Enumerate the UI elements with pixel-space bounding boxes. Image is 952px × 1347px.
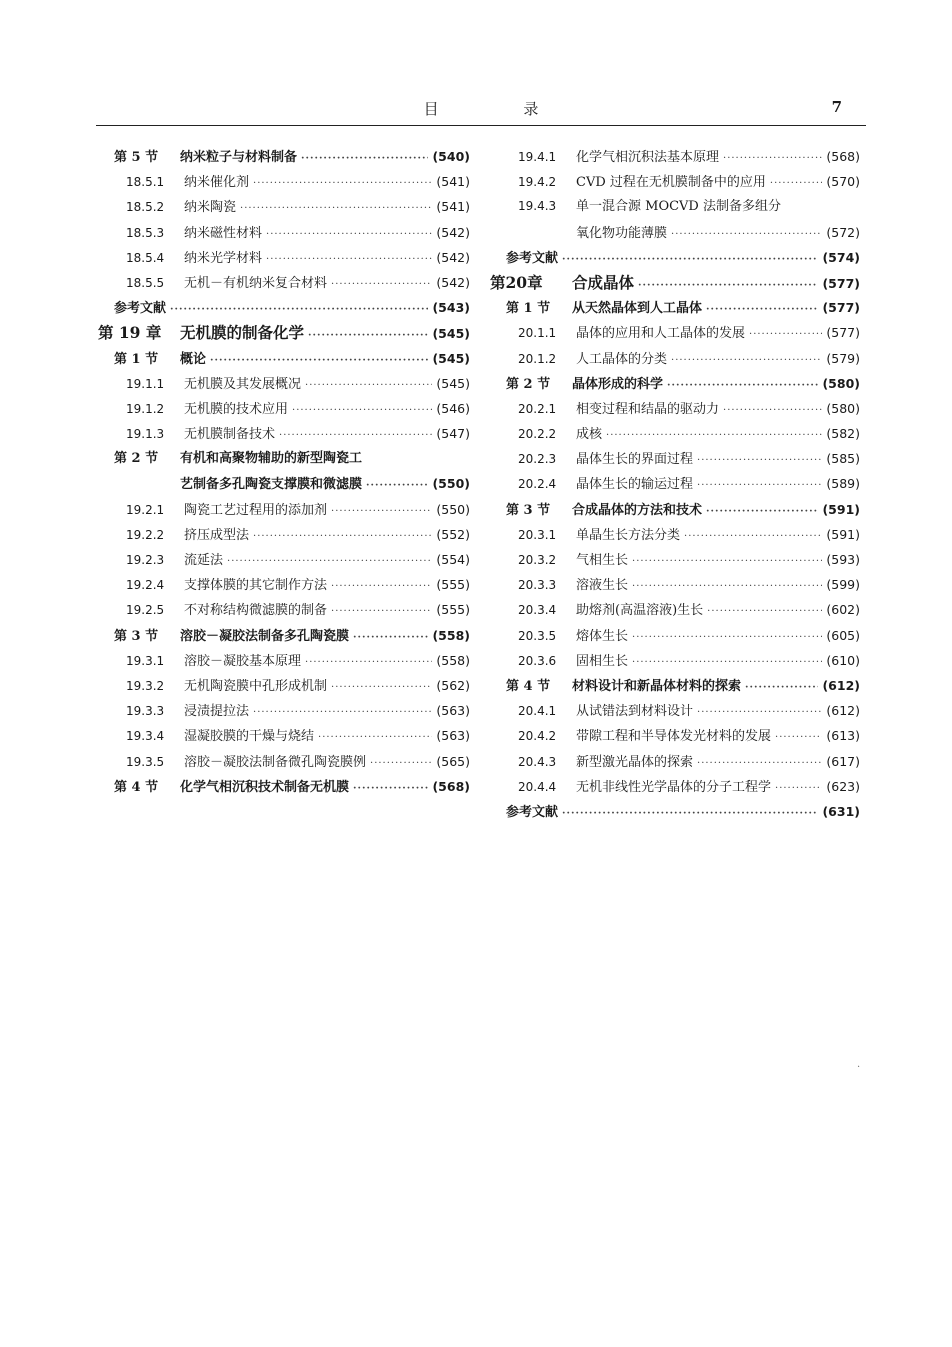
toc-entry	[490, 799, 860, 824]
entry-number: 18.5.2	[126, 200, 165, 215]
entry-page: (593)	[826, 552, 860, 567]
toc-entry	[98, 572, 470, 597]
entry-page: (555)	[436, 602, 470, 618]
dot-leader	[706, 297, 818, 322]
entry-page: (570)	[826, 174, 860, 190]
entry-title: 溶胶－凝胶基本原理	[184, 653, 302, 669]
entry-title: 参考文献	[506, 250, 559, 266]
entry-number: 20.3.5	[518, 628, 557, 643]
entry-page: (545)	[436, 375, 470, 391]
entry-page: (577)	[822, 300, 860, 316]
entry-page: (589)	[826, 476, 860, 492]
page-header	[96, 96, 866, 120]
entry-page: (580)	[826, 400, 860, 416]
entry-number: 第20章	[490, 272, 543, 292]
entry-title: 无机膜的制备化学	[180, 323, 305, 343]
toc-entry	[98, 673, 470, 698]
toc-entry	[490, 295, 860, 320]
entry-page: (543)	[432, 300, 470, 316]
dot-leader	[697, 448, 822, 473]
entry-title: 无机－有机纳米复合材料	[184, 275, 328, 291]
dot-leader	[697, 751, 822, 776]
entry-page: (591)	[826, 526, 860, 542]
entry-title: 溶液生长	[576, 578, 629, 594]
entry-number: 19.1.1	[126, 376, 165, 391]
toc-entry	[98, 547, 470, 572]
entry-page: (555)	[436, 577, 470, 593]
entry-title: 纳米粒子与材料制备	[180, 150, 298, 165]
dot-leader	[671, 348, 822, 373]
dot-leader	[632, 549, 822, 574]
toc-entry	[98, 623, 470, 648]
entry-title: 不对称结构微滤膜的制备	[184, 603, 328, 619]
toc-entry	[490, 572, 860, 597]
entry-title: 单晶生长方法分类	[576, 527, 681, 543]
entry-number: 19.3.1	[126, 653, 165, 668]
dot-leader	[562, 801, 818, 826]
entry-number: 19.1.2	[126, 401, 165, 416]
entry-page: (599)	[826, 577, 860, 593]
entry-title: 固相生长	[576, 653, 629, 669]
toc-entry	[490, 371, 860, 396]
entry-page: (545)	[432, 350, 470, 366]
dot-leader	[305, 650, 432, 675]
dot-leader	[707, 599, 822, 624]
toc-entry	[490, 421, 860, 446]
entry-page: (591)	[822, 501, 860, 517]
entry-title: 参考文献	[114, 301, 167, 317]
entry-page: (562)	[436, 677, 470, 693]
entry-page: (605)	[826, 627, 860, 643]
dot-leader	[331, 272, 432, 297]
entry-title: 材料设计和新晶体材料的探索	[572, 678, 742, 694]
toc-entry	[490, 547, 860, 572]
entry-title: 晶体的应用和人工晶体的发展	[576, 326, 746, 342]
toc-entry	[490, 497, 860, 522]
dot-leader	[331, 599, 432, 624]
toc-entry	[490, 346, 860, 371]
entry-page: (563)	[436, 728, 470, 744]
entry-page: (602)	[826, 602, 860, 618]
scan-mark: ·	[857, 1062, 861, 1073]
entry-page: (565)	[436, 753, 470, 769]
entry-title: 合成晶体	[572, 272, 635, 292]
entry-title: 支撑体膜的其它制作方法	[184, 578, 328, 594]
entry-title: 气相生长	[576, 553, 629, 568]
dot-leader	[331, 675, 432, 700]
entry-number: 第 3 节	[506, 502, 551, 518]
entry-title: 晶体生长的输运过程	[576, 477, 694, 493]
toc-entry	[490, 597, 860, 622]
entry-title: 无机膜及其发展概况	[184, 376, 302, 392]
toc-entry	[98, 270, 470, 295]
entry-page: (540)	[432, 149, 470, 164]
toc-entry	[98, 497, 470, 522]
entry-page: (542)	[436, 224, 470, 240]
entry-number: 19.3.4	[126, 729, 165, 744]
entry-title: 流延法	[184, 553, 224, 568]
dot-leader	[331, 574, 432, 599]
dot-leader	[697, 700, 822, 725]
entry-page: (631)	[822, 803, 860, 819]
entry-page: (541)	[436, 199, 470, 215]
entry-number: 20.4.4	[518, 779, 557, 794]
toc-entry	[490, 749, 860, 774]
entry-page: (541)	[436, 174, 470, 190]
dot-leader	[170, 297, 428, 322]
entry-page: (610)	[826, 652, 860, 668]
toc-entry	[98, 144, 470, 169]
entry-title: 湿凝胶膜的干燥与烧结	[184, 729, 315, 745]
entry-title: 参考文献	[506, 804, 559, 820]
dot-leader	[775, 776, 822, 801]
toc-entry	[490, 673, 860, 698]
dot-leader	[770, 171, 822, 196]
dot-leader	[279, 423, 432, 448]
entry-number: 20.3.4	[518, 603, 557, 618]
entry-title: 从天然晶体到人工晶体	[572, 301, 703, 317]
dot-leader	[266, 247, 432, 272]
entry-number: 18.5.5	[126, 275, 165, 290]
toc-entry	[98, 749, 470, 774]
dot-leader	[318, 725, 432, 750]
entry-page: (572)	[826, 224, 860, 240]
entry-number: 18.5.1	[126, 175, 165, 190]
entry-page: (579)	[826, 350, 860, 366]
dot-leader	[266, 222, 432, 247]
entry-page: (568)	[826, 149, 860, 164]
entry-title: 溶胶－凝胶法制备微孔陶瓷膜例	[184, 754, 367, 770]
entry-number: 19.4.1	[518, 150, 557, 164]
toc-entry	[98, 220, 470, 245]
entry-number: 第 5 节	[114, 150, 159, 165]
dot-leader	[240, 196, 432, 221]
entry-number: 20.4.3	[518, 754, 557, 769]
entry-page: (550)	[436, 501, 470, 517]
entry-number: 第 1 节	[114, 351, 159, 367]
dot-leader	[667, 373, 818, 398]
entry-title: 浸渍提拉法	[184, 704, 250, 720]
entry-page: (580)	[822, 375, 860, 391]
toc-entry	[490, 623, 860, 648]
toc-entry	[98, 522, 470, 547]
entry-page: (612)	[822, 677, 860, 693]
dot-leader	[632, 650, 822, 675]
entry-title: 化学气相沉积法基本原理	[576, 150, 720, 165]
entry-title: 单一混合源 MOCVD 法制备多组分	[576, 199, 781, 215]
toc-entry	[98, 774, 470, 799]
dot-leader	[562, 247, 818, 272]
entry-number: 20.4.1	[518, 704, 557, 719]
dot-leader	[353, 776, 428, 801]
toc-entry	[98, 194, 470, 219]
toc-entry	[490, 522, 860, 547]
entry-page: (563)	[436, 703, 470, 719]
entry-title: 纳米光学材料	[184, 250, 263, 266]
toc-entry	[490, 774, 860, 799]
entry-title: 化学气相沉积技术制备无机膜	[180, 779, 350, 795]
dot-leader	[723, 146, 822, 171]
entry-page: (545)	[432, 326, 470, 342]
entry-page: (623)	[826, 778, 860, 794]
entry-number: 20.2.2	[518, 427, 557, 442]
entry-page: (582)	[826, 426, 860, 442]
entry-title: 无机陶瓷膜中孔形成机制	[184, 678, 328, 694]
toc-entry	[98, 723, 470, 748]
entry-title: 成核	[576, 427, 603, 443]
dot-leader	[745, 675, 818, 700]
entry-page: (547)	[436, 426, 470, 442]
entry-page: (558)	[436, 652, 470, 668]
entry-title: 纳米催化剂	[184, 175, 250, 191]
dot-leader	[697, 473, 822, 498]
dot-leader	[305, 373, 432, 398]
header-rule	[96, 125, 866, 126]
entry-number: 20.2.4	[518, 477, 557, 492]
toc-entry	[490, 144, 860, 169]
entry-number: 19.3.2	[126, 678, 165, 693]
toc-entry	[490, 446, 860, 471]
dot-leader	[370, 751, 432, 776]
toc-entry	[98, 471, 470, 496]
entry-number: 第 19 章	[98, 323, 162, 343]
toc-entry	[490, 471, 860, 496]
entry-number: 19.4.2	[518, 175, 557, 190]
entry-number: 18.5.3	[126, 225, 165, 240]
toc-entry	[490, 648, 860, 673]
dot-leader	[366, 473, 428, 498]
header-title: 目 录	[423, 100, 579, 118]
entry-title: 无机非线性光学晶体的分子工程学	[576, 779, 772, 795]
entry-page: (554)	[436, 552, 470, 567]
dot-leader	[671, 222, 822, 247]
entry-title: 晶体形成的科学	[572, 376, 664, 392]
toc-entry	[490, 194, 860, 219]
entry-number: 19.3.5	[126, 754, 165, 769]
dot-leader	[253, 700, 432, 725]
dot-leader	[227, 549, 432, 574]
entry-number: 18.5.4	[126, 250, 165, 265]
entry-number: 19.1.3	[126, 427, 165, 442]
entry-number: 19.2.1	[126, 502, 165, 517]
dot-leader	[253, 524, 432, 549]
entry-title: 有机和高聚物辅助的新型陶瓷工	[180, 451, 363, 467]
dot-leader	[210, 348, 428, 373]
entry-number: 第 3 节	[114, 628, 159, 644]
entry-title: 新型激光晶体的探索	[576, 754, 694, 770]
dot-leader	[775, 725, 822, 750]
entry-page: (612)	[826, 703, 860, 719]
entry-title: 陶瓷工艺过程用的添加剂	[184, 502, 328, 518]
toc-entry	[98, 169, 470, 194]
entry-page: (568)	[432, 778, 470, 794]
entry-title: 纳米磁性材料	[184, 225, 263, 241]
entry-title: 人工晶体的分类	[576, 351, 668, 367]
dot-leader	[632, 625, 822, 650]
entry-page: (577)	[822, 275, 860, 291]
entry-page: (558)	[432, 627, 470, 643]
page-number: 7	[831, 98, 842, 116]
entry-title: 氧化物功能薄膜	[576, 225, 668, 241]
toc-entry	[490, 220, 860, 245]
entry-page: (546)	[436, 400, 470, 416]
entry-number: 19.4.3	[518, 199, 557, 214]
entry-title: 相变过程和结晶的驱动力	[576, 401, 720, 417]
entry-number: 第 4 节	[506, 678, 551, 694]
entry-number: 第 2 节	[506, 376, 551, 392]
toc-entry	[98, 396, 470, 421]
entry-title: 从试错法到材料设计	[576, 704, 694, 720]
entry-number: 第 1 节	[506, 301, 551, 317]
toc-entry	[98, 597, 470, 622]
dot-leader	[353, 625, 428, 650]
dot-leader	[331, 499, 432, 524]
entry-title: 晶体生长的界面过程	[576, 452, 694, 468]
entry-number: 20.4.2	[518, 729, 557, 744]
entry-page: (577)	[826, 325, 860, 341]
entry-title: 熔体生长	[576, 628, 629, 644]
toc-entry	[98, 421, 470, 446]
entry-number: 19.3.3	[126, 704, 165, 719]
entry-page: (585)	[826, 451, 860, 467]
entry-page: (542)	[436, 249, 470, 265]
entry-number: 第 4 节	[114, 779, 159, 795]
toc-entry	[98, 371, 470, 396]
dot-leader	[292, 398, 432, 423]
entry-number: 20.3.6	[518, 653, 557, 668]
entry-title: 概论	[180, 351, 207, 367]
entry-title: 助熔剂(高温溶液)生长	[576, 603, 704, 619]
toc-entry	[98, 698, 470, 723]
toc-entry	[98, 648, 470, 673]
entry-number: 20.3.3	[518, 578, 557, 593]
entry-number: 19.2.3	[126, 553, 165, 567]
toc-entry	[98, 295, 470, 320]
entry-number: 19.2.5	[126, 603, 165, 618]
dot-leader	[684, 524, 822, 549]
entry-page: (574)	[822, 249, 860, 265]
entry-title: 艺制备多孔陶瓷支撑膜和微滤膜	[180, 477, 363, 493]
toc-entry	[98, 245, 470, 270]
entry-title: 无机膜制备技术	[184, 427, 276, 443]
entry-page: (550)	[432, 476, 470, 492]
toc-entry	[490, 723, 860, 748]
entry-title: 挤压成型法	[184, 527, 250, 543]
entry-number: 20.1.2	[518, 351, 557, 366]
entry-number: 20.3.2	[518, 553, 557, 567]
entry-title: 纳米陶瓷	[184, 200, 237, 216]
entry-title: 无机膜的技术应用	[184, 401, 289, 417]
entry-title: 溶胶－凝胶法制备多孔陶瓷膜	[180, 628, 350, 644]
toc-entry	[98, 346, 470, 371]
entry-number: 20.2.3	[518, 452, 557, 467]
entry-page: (617)	[826, 753, 860, 769]
toc-entry	[98, 320, 470, 345]
dot-leader	[308, 323, 428, 348]
entry-page: (552)	[436, 526, 470, 542]
dot-leader	[723, 398, 822, 423]
entry-page: (613)	[826, 728, 860, 744]
entry-title: 带隙工程和半导体发光材料的发展	[576, 729, 772, 745]
dot-leader	[606, 423, 822, 448]
dot-leader	[253, 171, 432, 196]
dot-leader	[749, 322, 822, 347]
entry-page: (542)	[436, 274, 470, 290]
entry-number: 第 2 节	[114, 451, 159, 467]
entry-number: 19.2.4	[126, 578, 165, 593]
toc-left-column	[98, 144, 470, 799]
dot-leader	[301, 146, 428, 171]
entry-number: 19.2.2	[126, 527, 165, 542]
entry-number: 20.2.1	[518, 401, 557, 416]
toc-entry	[98, 446, 470, 471]
toc-entry	[490, 698, 860, 723]
toc-entry	[490, 396, 860, 421]
entry-number: 20.3.1	[518, 527, 557, 542]
entry-number: 20.1.1	[518, 326, 557, 341]
toc-entry	[490, 245, 860, 270]
toc-entry	[490, 270, 860, 295]
dot-leader	[638, 273, 818, 298]
toc-entry	[490, 320, 860, 345]
toc-right-column	[490, 144, 860, 824]
toc-entry	[490, 169, 860, 194]
dot-leader	[706, 499, 818, 524]
entry-title: CVD 过程在无机膜制备中的应用	[576, 175, 766, 191]
entry-title: 合成晶体的方法和技术	[572, 502, 703, 518]
dot-leader	[632, 574, 822, 599]
